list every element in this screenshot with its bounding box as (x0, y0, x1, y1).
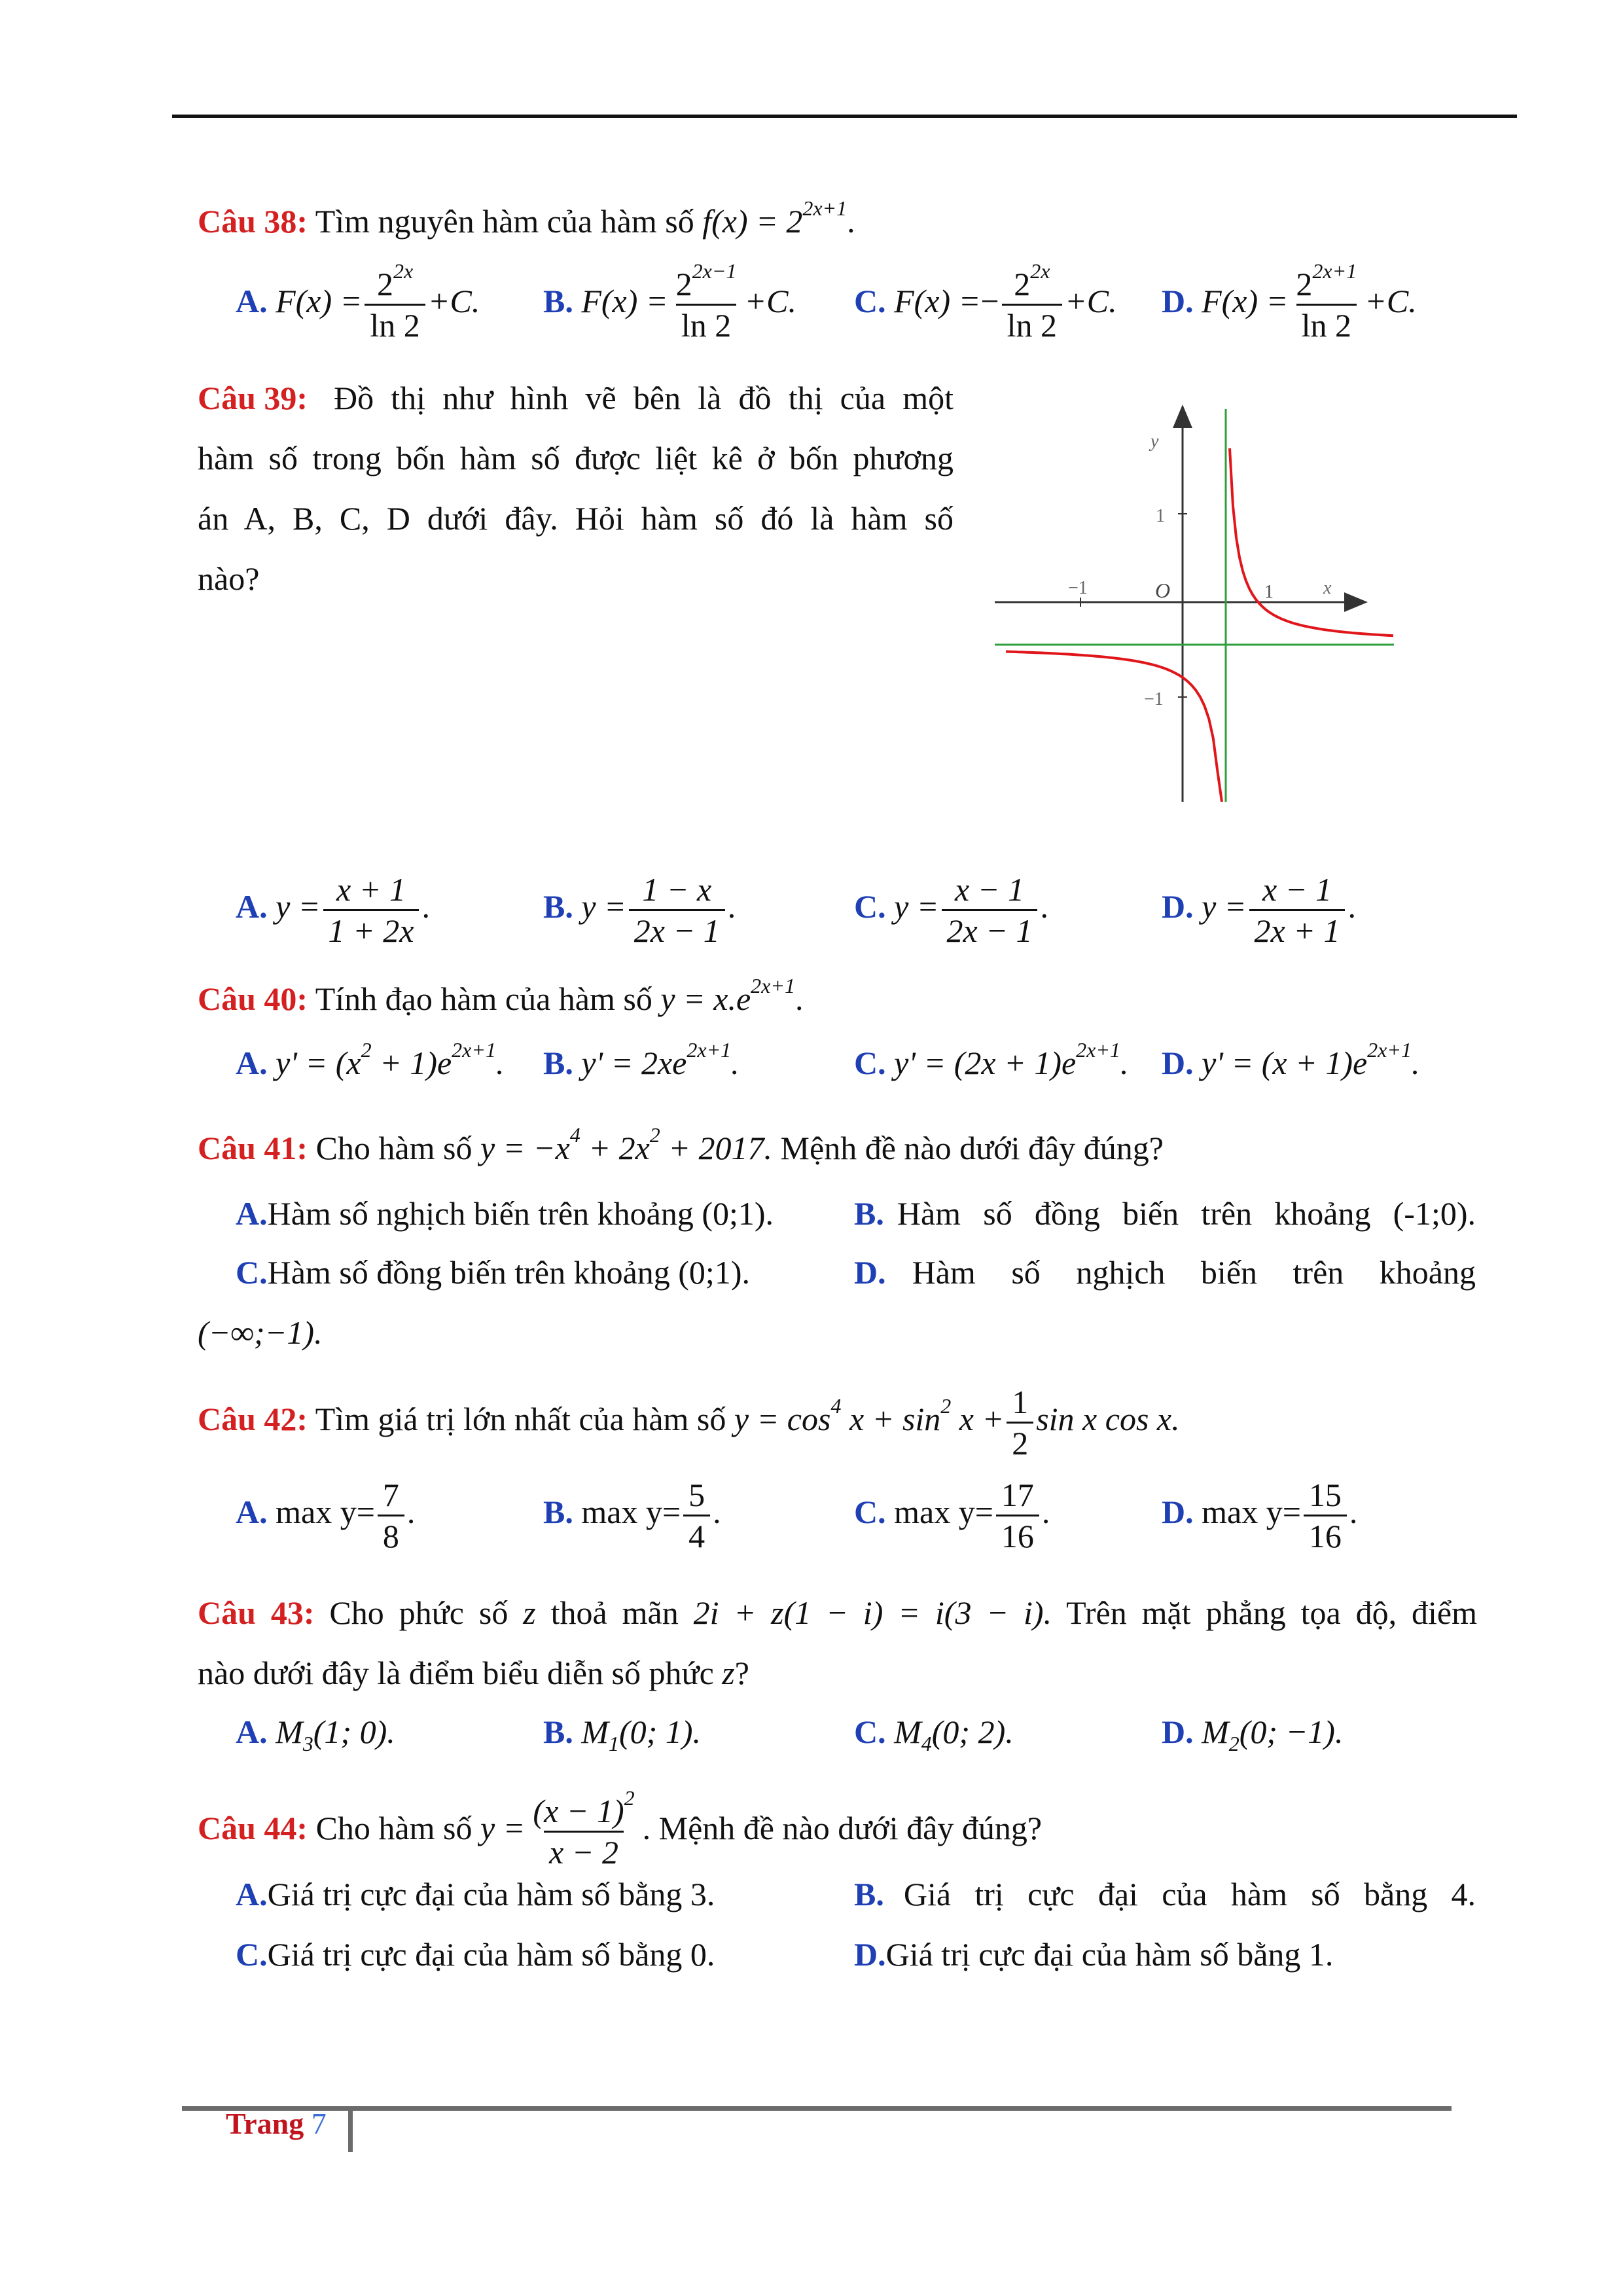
y-axis-label: y (1150, 431, 1159, 452)
option-expression: $y' = (x + 1)e^{2x+1}$. (1202, 1038, 1420, 1081)
option-b[interactable] (543, 1469, 721, 1554)
denominator: 16 (1304, 1515, 1347, 1554)
tick-label-y-neg: −1 (1144, 689, 1164, 709)
option-c[interactable] (236, 1242, 750, 1302)
option-lhs: F(x) = (1202, 283, 1289, 319)
question-text: Cho hàm số (315, 1810, 473, 1846)
denominator: ln 2 (1002, 304, 1062, 343)
minus-sign: − (980, 283, 999, 319)
option-c[interactable] (854, 1033, 1128, 1093)
denominator: 2x − 1 (942, 909, 1038, 948)
tick-label-x-pos: 1 (1264, 582, 1274, 602)
tick-label-x-neg: −1 (1068, 578, 1088, 598)
option-tail: . (421, 888, 430, 925)
option-b[interactable] (543, 259, 796, 344)
option-label: A. (236, 888, 268, 925)
option-tail: +C. (744, 283, 797, 319)
denominator: 4 (683, 1515, 710, 1554)
option-label: B. (543, 888, 573, 925)
option-lhs: y = (581, 888, 626, 925)
denominator: 16 (996, 1515, 1039, 1554)
question-text: Cho hàm số (315, 1130, 473, 1166)
option-point: $M_1(0$; 1). (581, 1713, 701, 1755)
option-a[interactable] (236, 1702, 395, 1762)
option-lhs: max y= (894, 1494, 993, 1530)
numerator (372, 259, 418, 304)
question-text: Tìm giá trị lớn nhất của hàm số (315, 1401, 726, 1437)
option-label: A. (236, 1195, 268, 1232)
question-number: Câu 40: (198, 980, 308, 1017)
question-number: Câu 42: (198, 1401, 308, 1437)
equation: 2i + z(1 − i) = i(3 − i). (693, 1594, 1052, 1631)
option-d[interactable] (1162, 1469, 1357, 1554)
numerator: 5 (688, 1476, 705, 1513)
option-label: D. (1162, 1494, 1194, 1530)
question-number: Câu 38: (198, 203, 308, 240)
option-d[interactable] (854, 1242, 1476, 1302)
option-b[interactable] (543, 1033, 740, 1093)
option-label: A. (236, 1494, 268, 1530)
denominator: 1 + 2x (323, 909, 419, 948)
fraction (1291, 259, 1362, 344)
numerator-exponent: 2x+1 (1312, 259, 1357, 283)
option-label: A. (236, 1045, 268, 1081)
numerator: 15 (1308, 1476, 1342, 1513)
option-label: C. (854, 1494, 886, 1530)
fraction (323, 872, 419, 948)
fraction (683, 1478, 710, 1554)
question-text: thoả mãn (550, 1594, 679, 1631)
option-c[interactable] (854, 1469, 1050, 1554)
fraction (1304, 1478, 1347, 1554)
fraction (671, 259, 742, 344)
function-expression: $y = -x^4 + 2x^2 + 2017$. (480, 1123, 773, 1166)
hyperbola-graph (995, 403, 1407, 808)
option-text: Hàm số nghịch biến trên khoảng (0;1). (267, 1195, 774, 1232)
option-a[interactable] (236, 259, 480, 344)
option-expression: $y' = (x^2 + 1)e^{2x+1}$. (276, 1038, 505, 1081)
denominator: ln 2 (1296, 304, 1357, 343)
option-label: B. (543, 283, 573, 319)
numerator: x − 1 (955, 870, 1024, 908)
option-tail: . (1041, 1494, 1050, 1530)
option-d[interactable] (1162, 259, 1417, 344)
function-expression: $y = \cos^4 x + \sin^2 x$ + (734, 1394, 1005, 1437)
option-label: B. (543, 1713, 573, 1750)
option-text: Giá trị cực đại của hàm số bằng 1. (885, 1936, 1334, 1973)
numerator-exponent: 2x−1 (692, 259, 737, 283)
option-label: B. (854, 1876, 884, 1912)
option-tail: . (1040, 888, 1048, 925)
question-text: Trên mặt phẳng tọa độ, điểm (1066, 1594, 1478, 1631)
text-line: Đồ thị như hình vẽ bên là đồ thị của một (334, 380, 954, 416)
fraction (1002, 259, 1062, 344)
option-label: C. (854, 283, 886, 319)
option-label: C. (236, 1254, 268, 1291)
option-text: Hàm số đồng biến trên khoảng (0;1). (267, 1254, 750, 1291)
option-tail: +C. (1364, 283, 1417, 319)
denominator: ln 2 (676, 304, 736, 343)
option-expression: $y' = (2x + 1)e^{2x+1}$. (894, 1038, 1129, 1081)
denominator: 2x + 1 (1249, 909, 1346, 948)
option-label: D. (1162, 283, 1194, 319)
right-branch-curve (1230, 448, 1393, 636)
numerator-base: 2 (1014, 265, 1031, 302)
option-a[interactable] (236, 1033, 504, 1093)
option-label: D. (1162, 888, 1194, 925)
fraction: $\frac{1}{2}$ (1007, 1385, 1033, 1461)
option-c[interactable] (236, 1924, 715, 1984)
option-label: B. (854, 1195, 884, 1232)
question-tail: . Mệnh đề nào dưới đây đúng? (642, 1810, 1043, 1846)
numerator-exponent: 2x (1030, 259, 1050, 283)
origin-label: O (1155, 579, 1171, 602)
fraction (365, 259, 425, 344)
numerator (1008, 259, 1055, 304)
left-branch-curve (1006, 652, 1222, 802)
option-lhs: F(x) = (894, 283, 981, 319)
option-label: C. (854, 888, 886, 925)
option-label: B. (543, 1494, 573, 1530)
question-number: Câu 43: (198, 1594, 315, 1631)
option-d[interactable] (1162, 1702, 1343, 1762)
question-text: Tính đạo hàm của hàm số (315, 980, 652, 1017)
option-label: C. (854, 1045, 886, 1081)
numerator-base: 2 (1296, 265, 1313, 302)
option-tail: . (727, 888, 736, 925)
option-text: Giá trị cực đại của hàm số bằng 3. (267, 1876, 715, 1912)
option-lhs: y = (894, 888, 939, 925)
text-line: nào? (198, 560, 260, 597)
option-label: C. (236, 1936, 268, 1973)
option-label: C. (854, 1713, 886, 1750)
option-text: Hàm số nghịch biến trên khoảng (912, 1254, 1476, 1291)
question-41 (198, 1118, 1164, 1178)
numerator: 7 (382, 1476, 399, 1513)
fraction (996, 1478, 1039, 1554)
option-lhs: y = (1202, 888, 1247, 925)
option-label: D. (854, 1254, 886, 1291)
question-text: Tìm nguyên hàm của hàm số (315, 203, 694, 240)
variable-z: z (722, 1655, 735, 1691)
header-rule (172, 115, 1517, 118)
option-a[interactable] (236, 1183, 774, 1244)
page-footer (226, 2104, 327, 2144)
option-d-continued: (−∞;−1). (198, 1314, 323, 1351)
option-b[interactable] (854, 1183, 1476, 1244)
option-c[interactable] (854, 1702, 1014, 1762)
option-a[interactable] (236, 1469, 415, 1554)
numerator-base: 2 (675, 265, 692, 302)
option-label: A. (236, 1876, 268, 1912)
option-label: B. (543, 1045, 573, 1081)
numerator (671, 259, 742, 304)
option-label: D. (854, 1936, 886, 1973)
option-text: Giá trị cực đại của hàm số bằng 0. (267, 1936, 715, 1973)
question-text: nào dưới đây là điểm biểu diễn số phức (198, 1655, 714, 1691)
denominator: ln 2 (365, 304, 425, 343)
question-38: Câu 38: Tìm nguyên hàm của hàm số $f(x) = 2^{2x+1}$. (198, 196, 855, 240)
option-d[interactable] (1162, 864, 1356, 949)
option-b[interactable] (543, 864, 736, 949)
function-lhs: y = (480, 1810, 526, 1846)
option-point: $M_4(0$; 2). (894, 1713, 1014, 1755)
option-text: Hàm số đồng biến trên khoảng (-1;0). (897, 1195, 1476, 1232)
tick-label-y-pos: 1 (1156, 506, 1165, 526)
question-number: Câu 44: (198, 1810, 308, 1846)
numerator: 17 (1001, 1476, 1034, 1513)
option-a[interactable] (236, 864, 430, 949)
option-label: A. (236, 283, 268, 319)
numerator-base: 2 (376, 265, 393, 302)
numerator: x + 1 (336, 870, 406, 908)
option-label: D. (1162, 1713, 1194, 1750)
text-line: hàm số trong bốn hàm số được liệt kê ở bốn phương (198, 440, 954, 476)
question-text: Cho phức số (329, 1594, 508, 1631)
option-tail: +C. (1065, 283, 1117, 319)
option-label: D. (1162, 1045, 1194, 1081)
fraction (942, 872, 1038, 948)
fraction (629, 872, 725, 948)
question-number: Câu 39: (198, 380, 308, 416)
fraction (378, 1478, 404, 1554)
option-lhs: y = (276, 888, 321, 925)
option-b[interactable] (543, 1702, 701, 1762)
x-axis-label: x (1323, 578, 1332, 598)
question-39-text (198, 368, 954, 609)
option-lhs: max y= (1202, 1494, 1301, 1530)
function-expression: $y = x.e^{2x+1}$ (660, 974, 795, 1017)
fraction (1249, 872, 1346, 948)
option-lhs: max y= (276, 1494, 375, 1530)
option-point: $M_3(1$; 0). (276, 1713, 395, 1755)
denominator: 2x − 1 (629, 909, 725, 948)
option-expression: $y' = 2xe^{2x+1}$. (581, 1038, 740, 1081)
question-44 (198, 1779, 1042, 1877)
numerator: 1 − x (642, 870, 712, 908)
option-point: $M_2(0$; −1). (1202, 1713, 1344, 1755)
option-b[interactable] (854, 1864, 1476, 1924)
option-a[interactable] (236, 1864, 715, 1924)
option-lhs: F(x) = (581, 283, 668, 319)
page-number: 7 (311, 2107, 327, 2140)
variable-z: z (523, 1594, 536, 1631)
footer-rule (182, 2106, 1452, 2111)
option-c[interactable] (854, 864, 1048, 949)
question-42 (198, 1373, 1180, 1465)
option-d[interactable] (854, 1924, 1333, 1984)
option-text: Giá trị cực đại của hàm số bằng 4. (903, 1876, 1476, 1912)
numerator: x − 1 (1262, 870, 1332, 908)
option-tail: . (1347, 888, 1356, 925)
numerator (1291, 259, 1362, 304)
question-43-line-1 (198, 1583, 1477, 1643)
text-line: án A, B, C, D dưới đây. Hỏi hàm số đó là hàm số (198, 500, 954, 537)
question-number: Câu 41: (198, 1130, 308, 1166)
option-label: A. (236, 1713, 268, 1750)
question-43-line-2: nào dưới đây là điểm biểu diễn số phức z? (198, 1655, 749, 1691)
option-lhs: max y= (581, 1494, 681, 1530)
option-tail: . (713, 1494, 721, 1530)
option-tail: . (1349, 1494, 1358, 1530)
function-expression: $f(x) = 2^{2x+1}$ (702, 196, 847, 240)
numerator-exponent: 2x (393, 259, 414, 283)
option-lhs: F(x) = (276, 283, 363, 319)
option-tail: +C. (427, 283, 480, 319)
function-tail: sin x cos x. (1036, 1401, 1180, 1437)
option-c[interactable] (854, 259, 1117, 344)
fraction: $\frac{(x - 1)^2}{x - 2}$ (533, 1785, 635, 1871)
question-40: Câu 40: Tính đạo hàm của hàm số $y = x.e^{2x+1}$. (198, 974, 804, 1017)
question-tail: Mệnh đề nào dưới đây đúng? (780, 1130, 1164, 1166)
footer-divider (348, 2106, 353, 2152)
page-word: Trang (226, 2107, 304, 2140)
denominator: 8 (378, 1515, 404, 1554)
option-tail: . (406, 1494, 416, 1530)
option-d[interactable] (1162, 1033, 1419, 1093)
